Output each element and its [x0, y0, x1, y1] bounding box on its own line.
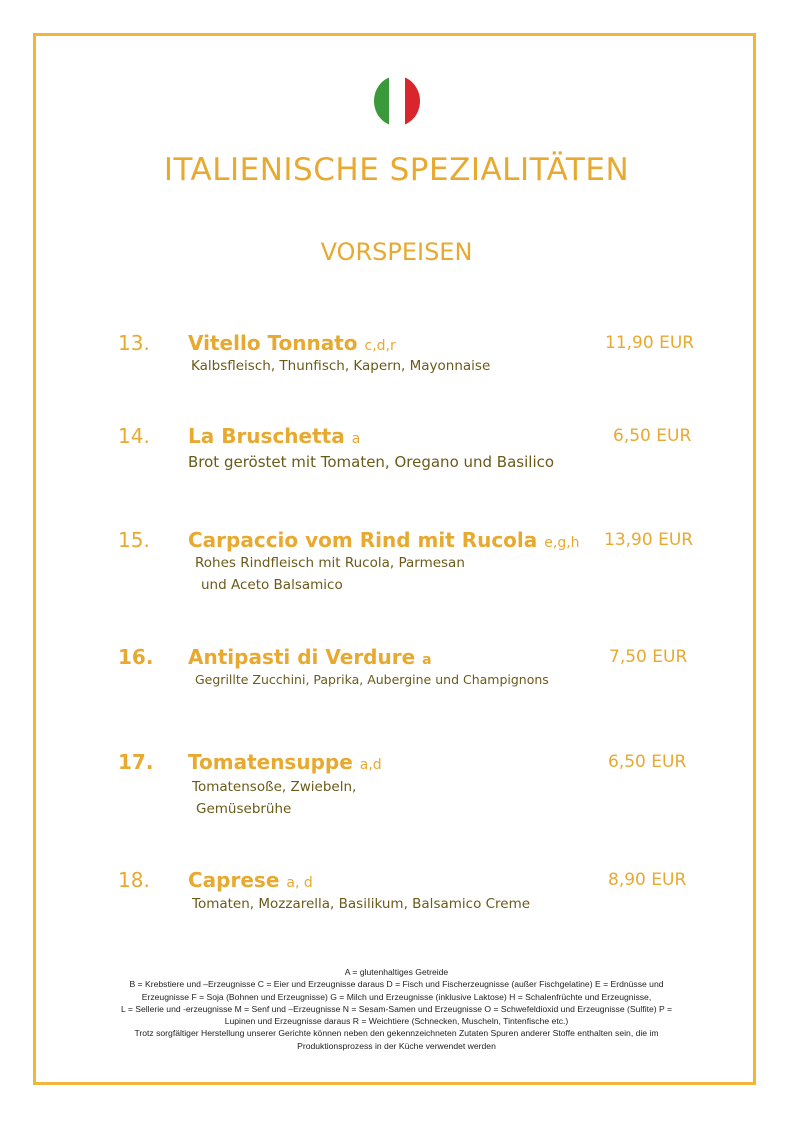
item-name: Caprese a, d: [188, 868, 313, 892]
item-name: Carpaccio vom Rind mit Rucola e,g,h: [188, 528, 580, 552]
item-allergens: a: [422, 652, 432, 668]
item-number: 14.: [118, 424, 150, 448]
item-allergens: e,g,h: [544, 535, 580, 551]
item-allergens: a: [351, 431, 361, 447]
item-allergens: a,d: [359, 757, 382, 773]
item-allergens: c,d,r: [364, 338, 396, 354]
item-price: 8,90 EUR: [608, 870, 687, 890]
footer-line: Produktionsprozess in der Küche verwendet werden: [297, 1040, 496, 1051]
item-price: 11,90 EUR: [605, 333, 695, 353]
item-number: 17.: [118, 750, 154, 774]
item-price: 7,50 EUR: [609, 647, 688, 667]
item-name: Tomatensuppe a,d: [188, 750, 382, 774]
item-description: Kalbsfleisch, Thunfisch, Kapern, Mayonnaise: [191, 358, 491, 374]
footer-line: A = glutenhaltiges Getreide: [344, 967, 449, 977]
item-description: Gegrillte Zucchini, Paprika, Aubergine und Champignons: [195, 672, 549, 687]
item-number: 18.: [118, 868, 150, 892]
item-number: 15.: [118, 528, 150, 552]
section-title: VORSPEISEN: [320, 238, 473, 266]
item-allergens: a, d: [286, 875, 313, 891]
item-price: 13,90 EUR: [604, 530, 694, 550]
item-number: 16.: [118, 645, 154, 669]
item-description: Gemüsebrühe: [196, 801, 292, 817]
allergen-legend: [80, 966, 713, 1052]
item-price: 6,50 EUR: [608, 752, 687, 772]
item-description: Brot geröstet mit Tomaten, Oregano und Basilico: [188, 453, 555, 471]
item-description: Rohes Rindfleisch mit Rucola, Parmesan: [195, 555, 465, 571]
item-name: Antipasti di Verdure a: [188, 645, 432, 669]
footer-line: Lupinen und Erzeugnisse daraus R = Weichtiere (Schnecken, Muscheln, Tintenfische etc.): [224, 1016, 569, 1027]
footer-line: Trotz sorgfältiger Herstellung unserer Gerichte können neben den gekennzeichneten Zutaten Spuren anderer Stoffe enthalten sein, die im: [134, 1028, 659, 1039]
italian-flag-icon: [374, 76, 420, 126]
page-title: ITALIENISCHE SPEZIALITÄTEN: [163, 152, 630, 188]
item-description: und Aceto Balsamico: [201, 577, 343, 593]
footer-line: B = Krebstiere und –Erzeugnisse C = Eier und Erzeugnisse daraus D = Fisch und Fischerzeugnisse (außer Fischgelatine) E = Erdnüsse und: [129, 979, 664, 990]
footer-line: L = Sellerie und -erzeugnisse M = Senf und –Erzeugnisse N = Sesam-Samen und Erzeugnisse O = Schwefeldioxid und Erzeugnisse (Sulfite) P =: [120, 1003, 673, 1014]
item-name: La Bruschetta a: [188, 424, 361, 448]
item-number: 13.: [118, 331, 150, 355]
item-price: 6,50 EUR: [613, 426, 692, 446]
footer-line: Erzeugnisse F = Soja (Bohnen und Erzeugnisse) G = Milch und Erzeugnisse (inklusive Laktose) H = Schalenfrüchte und Erzeugnisse,: [141, 991, 652, 1002]
item-description: Tomaten, Mozzarella, Basilikum, Balsamico Creme: [192, 896, 531, 912]
item-description: Tomatensoße, Zwiebeln,: [192, 779, 357, 795]
item-name: Vitello Tonnato c,d,r: [188, 331, 396, 355]
